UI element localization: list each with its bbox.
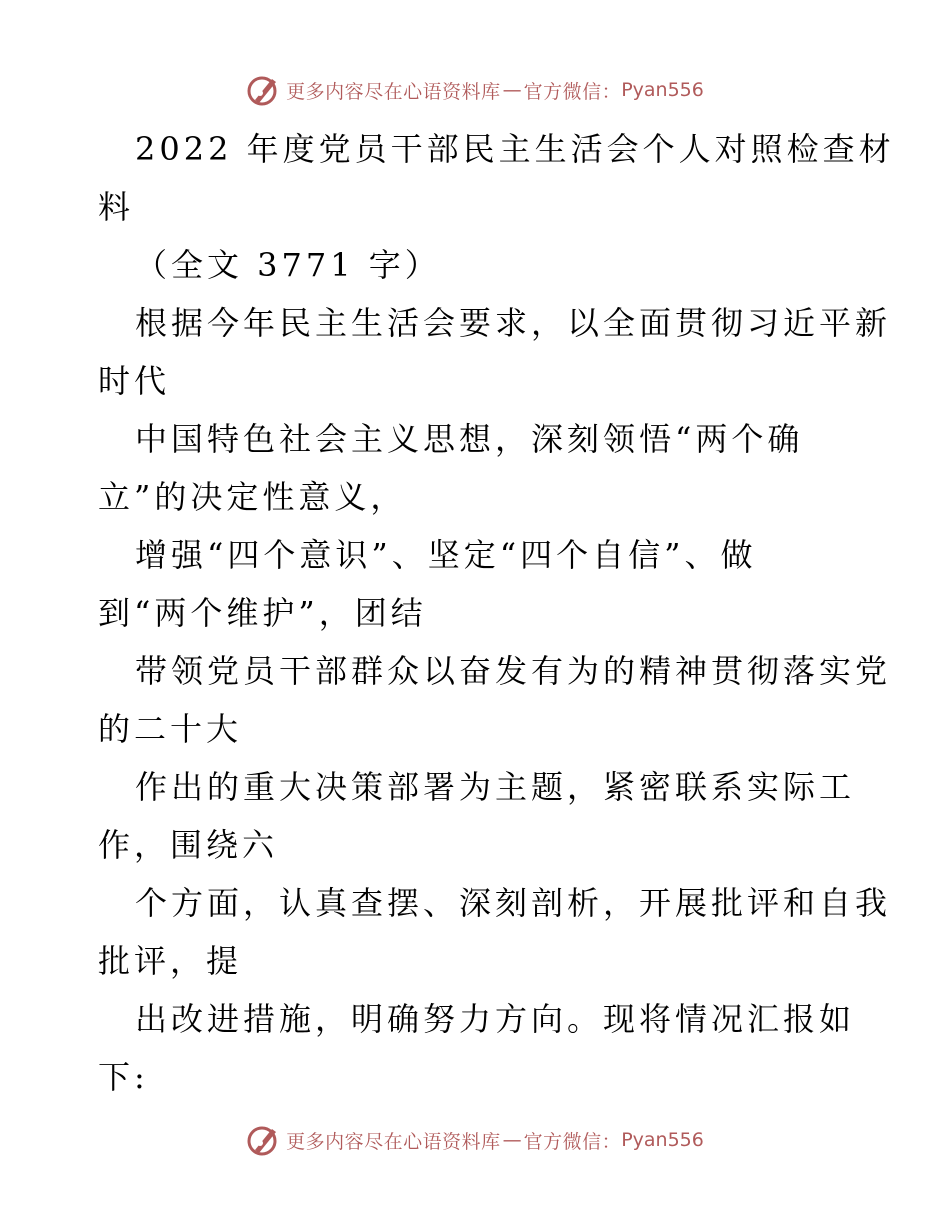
watermark-label: 官方微信： (523, 1130, 622, 1153)
watermark-header (0, 70, 950, 110)
watermark-label: 官方微信： (523, 80, 622, 103)
pen-logo-icon (246, 1123, 280, 1157)
text-line: 下: (98, 1058, 149, 1096)
text-line: 根据今年民主生活会要求，以全面贯彻习近平新 (135, 304, 892, 342)
text-line: 增强“四个意识”、坚定“四个自信”、做 (135, 536, 757, 574)
text-line: 2022 年度党员干部民主生活会个人对照检查材 (135, 130, 895, 168)
text-line: 时代 (98, 362, 171, 400)
watermark-separator: — (502, 1129, 522, 1151)
text-line: 料 (98, 188, 135, 226)
text-line: 出改进措施，明确努力方向。现将情况汇报如 (135, 1000, 856, 1038)
text-line: 的二十大 (98, 710, 243, 748)
text-line: 带领党员干部群众以奋发有为的精神贯彻落实党 (135, 652, 892, 690)
watermark-text: 更多内容尽在心语资料库 (286, 1130, 501, 1153)
watermark-separator: — (502, 79, 522, 101)
watermark-wechat-id: Pyan556 (621, 79, 704, 101)
text-line: 作出的重大决策部署为主题，紧密联系实际工 (135, 768, 856, 806)
text-line: 到“两个维护”，团结 (98, 594, 427, 632)
text-line: 个方面，认真查摆、深刻剖析，开展批评和自我 (135, 884, 892, 922)
text-line: 作，围绕六 (98, 826, 279, 864)
watermark-footer (0, 1120, 950, 1160)
watermark-text: 更多内容尽在心语资料库 (286, 80, 501, 103)
text-line: 中国特色社会主义思想，深刻领悟“两个确 (135, 420, 804, 458)
text-line: 立”的决定性意义， (98, 478, 407, 516)
document-body (98, 120, 895, 1106)
text-line: （全文 3771 字） (135, 246, 441, 284)
text-line: 批评，提 (98, 942, 243, 980)
pen-logo-icon (246, 73, 280, 107)
watermark-wechat-id: Pyan556 (621, 1129, 704, 1151)
